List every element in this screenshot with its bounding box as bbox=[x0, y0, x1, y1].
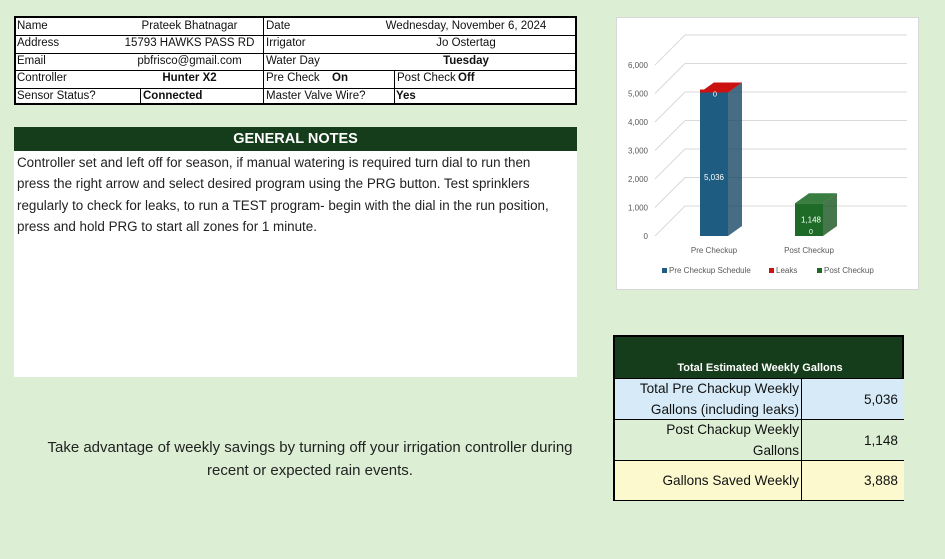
pre-checkup-label bbox=[615, 379, 802, 420]
gallons-table-title: Total Estimated Weekly Gallons bbox=[677, 362, 843, 374]
irrigator-label: Irrigator bbox=[266, 37, 306, 50]
address-value: 15793 HAWKS PASS RD bbox=[124, 37, 255, 50]
legend-swatch bbox=[769, 268, 774, 273]
x-category-label: Post Checkup bbox=[784, 246, 834, 255]
chart-gridline-depth bbox=[655, 149, 685, 179]
tip-line-1: Take advantage of weekly savings by turning off your irrigation controller during bbox=[47, 439, 573, 456]
chart-gridline-depth bbox=[655, 206, 685, 236]
info-row-address bbox=[16, 35, 575, 53]
pre-checkup-row bbox=[615, 378, 904, 420]
data-label-pre: 5,036 bbox=[703, 172, 725, 182]
post-checkup-label-line-2: Gallons bbox=[752, 442, 799, 458]
chart-gridline-depth bbox=[655, 178, 685, 208]
info-row-sensor bbox=[16, 88, 575, 105]
y-tick-label: 4,000 bbox=[627, 118, 648, 127]
master-valve-value: Yes bbox=[396, 89, 416, 102]
data-label-post: 1,148 bbox=[800, 215, 822, 225]
post-checkup-value: 1,148 bbox=[863, 433, 898, 448]
rain-savings-tip bbox=[20, 436, 600, 482]
y-tick-label: 1,000 bbox=[627, 203, 648, 213]
data-label-pre-leaks: 0 bbox=[712, 89, 718, 99]
legend-label: Pre Checkup Schedule bbox=[669, 266, 751, 275]
info-row-name bbox=[16, 18, 575, 36]
bar-0-0-side-shade bbox=[728, 82, 742, 236]
chart-gridline-depth bbox=[655, 121, 685, 151]
notes-line: press and hold PRG to start all zones for 1 minute. bbox=[17, 218, 317, 234]
chart-gridline-depth bbox=[655, 35, 685, 65]
y-tick-label: 5,000 bbox=[627, 89, 648, 99]
general-notes-text bbox=[17, 152, 567, 237]
water-day-value: Tuesday bbox=[443, 54, 489, 67]
post-checkup-label bbox=[615, 420, 802, 461]
bar-0-0-front bbox=[700, 92, 728, 236]
chart-gridline-depth bbox=[655, 64, 685, 94]
legend-label: Leaks bbox=[776, 266, 798, 275]
chart-svg bbox=[617, 18, 920, 291]
pre-checkup-value: 5,036 bbox=[863, 392, 898, 407]
info-row-controller bbox=[16, 70, 575, 88]
y-tick-label: 6,000 bbox=[627, 61, 648, 70]
y-tick-label: 3,000 bbox=[627, 146, 648, 156]
info-table bbox=[14, 16, 577, 105]
pre-check-value: On bbox=[332, 72, 348, 85]
name-label: Name bbox=[17, 20, 48, 32]
gallons-saved-label: Gallons Saved Weekly bbox=[615, 461, 802, 500]
post-checkup-row bbox=[615, 419, 904, 461]
pre-check-label: Pre Check bbox=[266, 72, 320, 85]
water-day-label: Water Day bbox=[266, 54, 320, 67]
data-label-post-leaks: 0 bbox=[809, 228, 813, 236]
pre-checkup-label-line-2: Gallons (including leaks) bbox=[650, 401, 799, 417]
gallons-saved-value: 3,888 bbox=[863, 473, 898, 488]
address-label: Address bbox=[17, 37, 60, 50]
notes-line: Controller set and left off for season, if manual watering is required turn dial to run then bbox=[17, 155, 531, 170]
legend-swatch bbox=[817, 268, 822, 273]
controller-value: Hunter X2 bbox=[162, 72, 217, 85]
general-notes-panel bbox=[14, 127, 577, 377]
gallons-saved-row bbox=[615, 460, 904, 500]
weekly-gallons-table bbox=[613, 335, 904, 501]
sensor-value: Connected bbox=[143, 89, 203, 102]
legend-label: Post Checkup bbox=[824, 266, 874, 275]
date-value: Wednesday, November 6, 2024 bbox=[385, 20, 547, 32]
email-label: Email bbox=[17, 54, 46, 67]
tip-line-2: recent or expected rain events. bbox=[207, 462, 413, 479]
master-valve-label: Master Valve Wire? bbox=[266, 89, 366, 102]
sensor-label: Sensor Status? bbox=[17, 89, 96, 102]
name-value: Prateek Bhatnagar bbox=[141, 20, 238, 32]
controller-label: Controller bbox=[17, 72, 67, 85]
weekly-gallons-chart bbox=[616, 17, 919, 290]
legend-swatch bbox=[662, 268, 667, 273]
notes-line: regularly to check for leaks, to run a TEST program- begin with the dial in the run position, bbox=[17, 197, 549, 213]
info-row-email bbox=[16, 53, 575, 71]
irrigator-value: Jo Ostertag bbox=[436, 37, 496, 50]
y-tick-label: 0 bbox=[643, 232, 648, 241]
post-check-label: Post Check bbox=[397, 72, 456, 85]
post-check-value: Off bbox=[458, 72, 475, 85]
date-label: Date bbox=[266, 20, 291, 32]
general-notes-title: GENERAL NOTES bbox=[14, 127, 577, 151]
notes-line: press the right arrow and select desired program using the PRG button. Test sprinklers bbox=[17, 176, 530, 192]
x-category-label: Pre Checkup bbox=[690, 246, 738, 255]
pre-checkup-label-line-1: Total Pre Chackup Weekly bbox=[639, 381, 799, 396]
email-value: pbfrisco@gmail.com bbox=[137, 54, 242, 67]
chart-gridline-depth bbox=[655, 92, 685, 122]
post-checkup-label-line-1: Post Chackup Weekly bbox=[666, 422, 799, 437]
y-tick-label: 2,000 bbox=[627, 175, 648, 184]
